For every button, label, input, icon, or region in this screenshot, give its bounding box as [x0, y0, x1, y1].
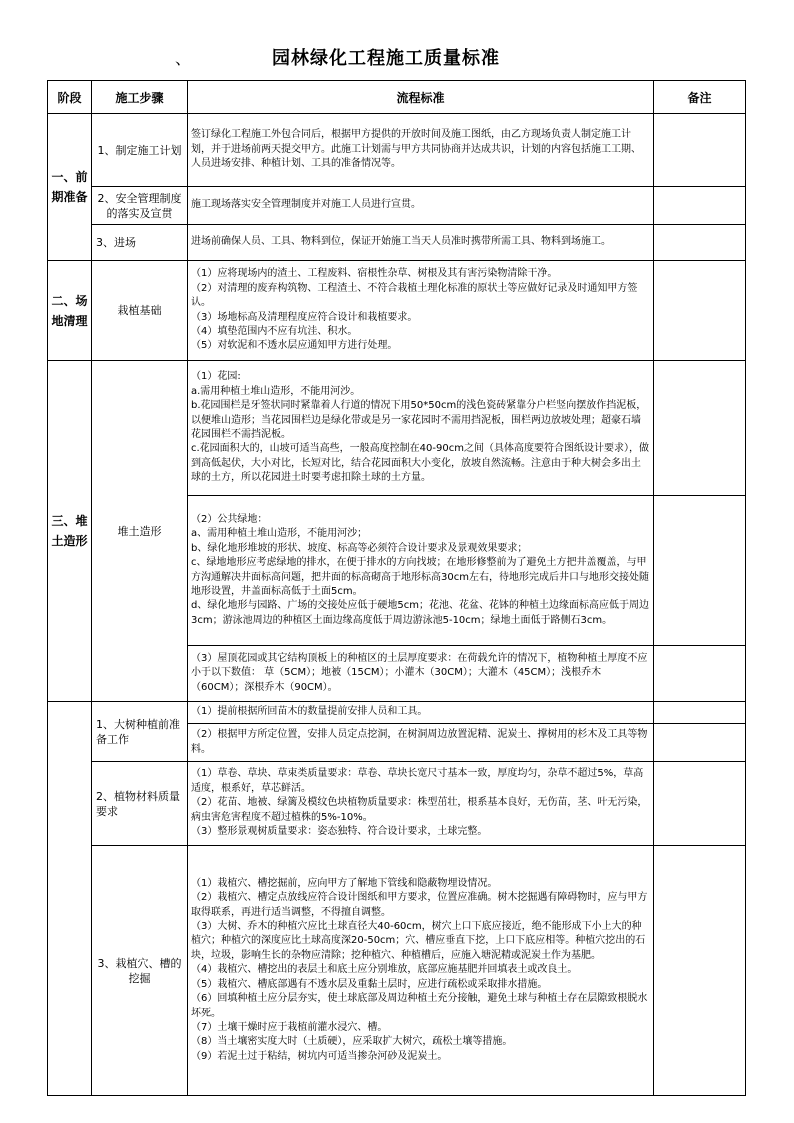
- standard-line: （4）栽植穴、槽挖出的表层土和底土应分别堆放，底部应施基肥并回填表土或改良土。: [191, 964, 578, 976]
- standard-cell: [188, 646, 654, 702]
- standard-line: （3）整形景观树质量要求：姿态独特、符合设计要求，土球完整。: [191, 826, 488, 838]
- standard-line: （3）大树、乔木的种植穴应比土球直径大40-60cm，树穴上口下底应接近，绝不能形成下小上大的种植穴；种植穴的深度应比土球高度深20-50cm；穴、槽应垂直下挖，上口下底应相等。种植穴挖出的石块，垃圾，影响生长的杂物应清除；挖种植穴、种植槽后，应施入塘泥精或泥炭土作为基肥。: [191, 921, 646, 961]
- header-standard: 流程标准: [188, 81, 654, 114]
- standard-line: （5）栽植穴、槽底部遇有不透水层及重黏土层时，应进行疏松或采取排水措施。: [191, 978, 548, 990]
- stage-label: 二、场: [51, 293, 88, 308]
- note-cell: [654, 724, 746, 762]
- standard-cell: [188, 702, 654, 724]
- standard-line: （8）当土壤密实度大时（土质硬），应采取扩大树穴，疏松土壤等措施。: [191, 1036, 513, 1048]
- standard-line: （4）填垫范围内不应有坑洼、积水。: [191, 325, 358, 337]
- note-cell: [654, 261, 746, 361]
- standard-line: （1）提前根据所回苗木的数量提前安排人员和工具。: [191, 706, 428, 718]
- standard-cell: [188, 361, 654, 496]
- stage-cell: [48, 702, 92, 1096]
- step-cell: 1、大树种植前准备工作: [92, 702, 188, 762]
- standard-cell: [188, 187, 654, 225]
- standard-line: （3）屋顶花园或其它结构顶板上的种植区的土层厚度要求：在荷载允许的情况下，植物种植土厚度不应小于以下数值： 草（5CM）；地被（15CM）；小灌木（30CM）；大灌木（45CM）；浅根乔木（60CM）；深根乔木（90CM）。: [191, 652, 648, 693]
- standards-table: [47, 80, 746, 1096]
- standard-line: （3）场地标高及清理程度应符合设计和栽植要求。: [191, 311, 418, 323]
- note-cell: [654, 646, 746, 702]
- note-cell: [654, 846, 746, 1096]
- table-row: [48, 762, 746, 846]
- standard-line: （2）对清理的废弃构筑物、工程渣土、不符合栽植土理化标准的原状土等应做好记录及时通知甲方签认。: [191, 282, 638, 309]
- standard-cell: [188, 762, 654, 846]
- standard-line: （5）对软泥和不透水层应通知甲方进行处理。: [191, 340, 398, 352]
- standard-cell: [188, 496, 654, 646]
- standard-line: d、绿化地形与园路、广场的交接处应低于硬地5cm；花池、花盆、花钵的种植土边缘面标高应低于周边3cm；游泳池周边的种植区土面边缘高度低于周边游泳池5-10cm；绿地土面低于路侧石3cm。: [191, 600, 649, 626]
- step-cell: 栽植基础: [92, 261, 188, 361]
- standard-line: a、需用种植土堆山造形，不能用河沙；: [191, 528, 368, 540]
- stage-label: 期准备: [51, 190, 88, 204]
- standard-line: （2）花苗、地被、绿篱及模纹色块植物质量要求：株型茁壮，根系基本良好，无伤苗，茎、叶无污染，病虫害危害程度不超过植株的5%-10%。: [191, 797, 648, 823]
- standard-text: 签订绿化工程施工外包合同后，根据甲方提供的开放时间及施工图纸，由乙方现场负责人制定施工计划，并于进场前两天提交甲方。此施工计划需与甲方共同协商并达成共识，计划的内容包括施工工期、人员进场安排、种植计划、工具的准备情况等。: [191, 129, 641, 170]
- stage-label: 一、前: [51, 170, 88, 184]
- standard-cell: [188, 225, 654, 261]
- standard-cell: [188, 724, 654, 762]
- standard-line: c.花园面积大的，山坡可适当高些，一般高度控制在40-90cm之间（具体高度要符合图纸设计要求），做到高低起伏，大小对比，长短对比，结合花园面积大小变化，放坡自然流畅。注意由于种大树会多出土球的土方，所以花园进土时要考虑扣除土球的土方量。: [191, 443, 649, 484]
- stage-label: 土造形: [51, 534, 88, 548]
- standard-line: （1）栽植穴、槽挖掘前，应向甲方了解地下管线和隐蔽物埋设情况。: [191, 877, 498, 889]
- standard-line: c、绿地地形应考虑绿地的排水，在便于排水的方向找坡；在地形修整前为了避免土方把井盖覆盖，与甲方沟通解决井面标高问题，把井面的标高砌高于地形标高30cm左右，待地形完成后井口与地形交接处随地形设置，井盖面标高低于土面5cm。: [191, 557, 649, 597]
- step-cell: 1、制定施工计划: [92, 114, 188, 187]
- stage-label: 地清理: [51, 313, 88, 328]
- title-mark: 、: [175, 49, 192, 68]
- note-cell: [654, 762, 746, 846]
- standard-text: 进场前确保人员、工具、物料到位，保证开始施工当天人员准时携带所需工具、物料到场施工。: [191, 236, 611, 248]
- stage-cell: [48, 261, 92, 361]
- note-cell: [654, 114, 746, 187]
- header-stage: 阶段: [48, 81, 92, 114]
- table-row: [48, 225, 746, 261]
- standard-line: （2）栽植穴、槽定点放线应符合设计图纸和甲方要求，位置应准确。树木挖掘遇有障碍物时，应与甲方取得联系，再进行适当调整，不得擅自调整。: [191, 892, 648, 918]
- step-cell: 2、植物材料质量要求: [92, 762, 188, 846]
- standard-line: （1）草卷、草块、草束类质量要求：草卷、草块长宽尺寸基本一致，厚度均匀，杂草不超过5%，草高适度，根系好，草芯鲜活。: [191, 768, 644, 794]
- standard-line: （9）若泥土过于粘结，树坑内可适当掺杂河砂及泥炭土。: [191, 1050, 448, 1062]
- header-step: 施工步骤: [92, 81, 188, 114]
- table-row: [48, 114, 746, 187]
- step-cell: 3、栽植穴、槽的挖掘: [92, 846, 188, 1096]
- standard-line: （7）土壤干燥时应于栽植前灌水浸穴、槽。: [191, 1021, 388, 1033]
- note-cell: [654, 225, 746, 261]
- standard-line: （6）回填种植土应分层夯实，使土球底部及周边种植土充分接触，避免土球与种植土存在层隙致根脱水坏死。: [191, 993, 648, 1019]
- note-cell: [654, 702, 746, 724]
- table-row: [48, 702, 746, 724]
- stage-cell: [48, 361, 92, 702]
- header-note: 备注: [654, 81, 746, 114]
- standard-cell: [188, 846, 654, 1096]
- standard-line: b.花园围栏是牙签状同时紧靠着人行道的情况下用50*50cm的浅色瓷砖紧靠分户栏竖向摆放作挡泥板，以便堆山造形；当花园围栏边是绿化带或是另一家花园时不需用挡泥板，围栏两边放坡处理；超豪石墙花园围栏不需挡泥板。: [191, 400, 647, 440]
- note-cell: [654, 361, 746, 496]
- table-row: [48, 846, 746, 1096]
- standard-text: 施工现场落实安全管理制度并对施工人员进行宣贯。: [191, 199, 421, 211]
- standard-line: （2）根据甲方所定位置，安排人员定点挖洞，在树洞周边放置泥精、泥炭土、撑树用的杉木及工具等物料。: [191, 729, 648, 755]
- header-row: [48, 81, 746, 114]
- step-cell: 3、进场: [92, 225, 188, 261]
- step-cell: 2、安全管理制度的落实及宣贯: [92, 187, 188, 225]
- standard-line: b、绿化地形堆坡的形状、坡度、标高等必须符合设计要求及景观效果要求；: [191, 542, 528, 554]
- standard-line: a.需用种植土堆山造形，不能用河沙。: [191, 385, 361, 397]
- table-row: [48, 261, 746, 361]
- stage-label: 三、堆: [51, 514, 88, 528]
- standard-cell: [188, 114, 654, 187]
- table-row: [48, 361, 746, 496]
- title-text: 园林绿化工程施工质量标准: [272, 48, 500, 69]
- note-cell: [654, 187, 746, 225]
- note-cell: [654, 496, 746, 646]
- standard-cell: [188, 261, 654, 361]
- step-cell: 堆土造形: [92, 361, 188, 702]
- standard-line: （2）公共绿地：: [191, 513, 268, 525]
- stage-cell: [48, 114, 92, 261]
- table-row: [48, 187, 746, 225]
- standard-line: （1）应将现场内的渣土、工程废料、宿根性杂草、树根及其有害污染物清除干净。: [191, 268, 558, 280]
- document-title: [0, 42, 794, 72]
- standard-line: （1）花园:: [191, 371, 241, 383]
